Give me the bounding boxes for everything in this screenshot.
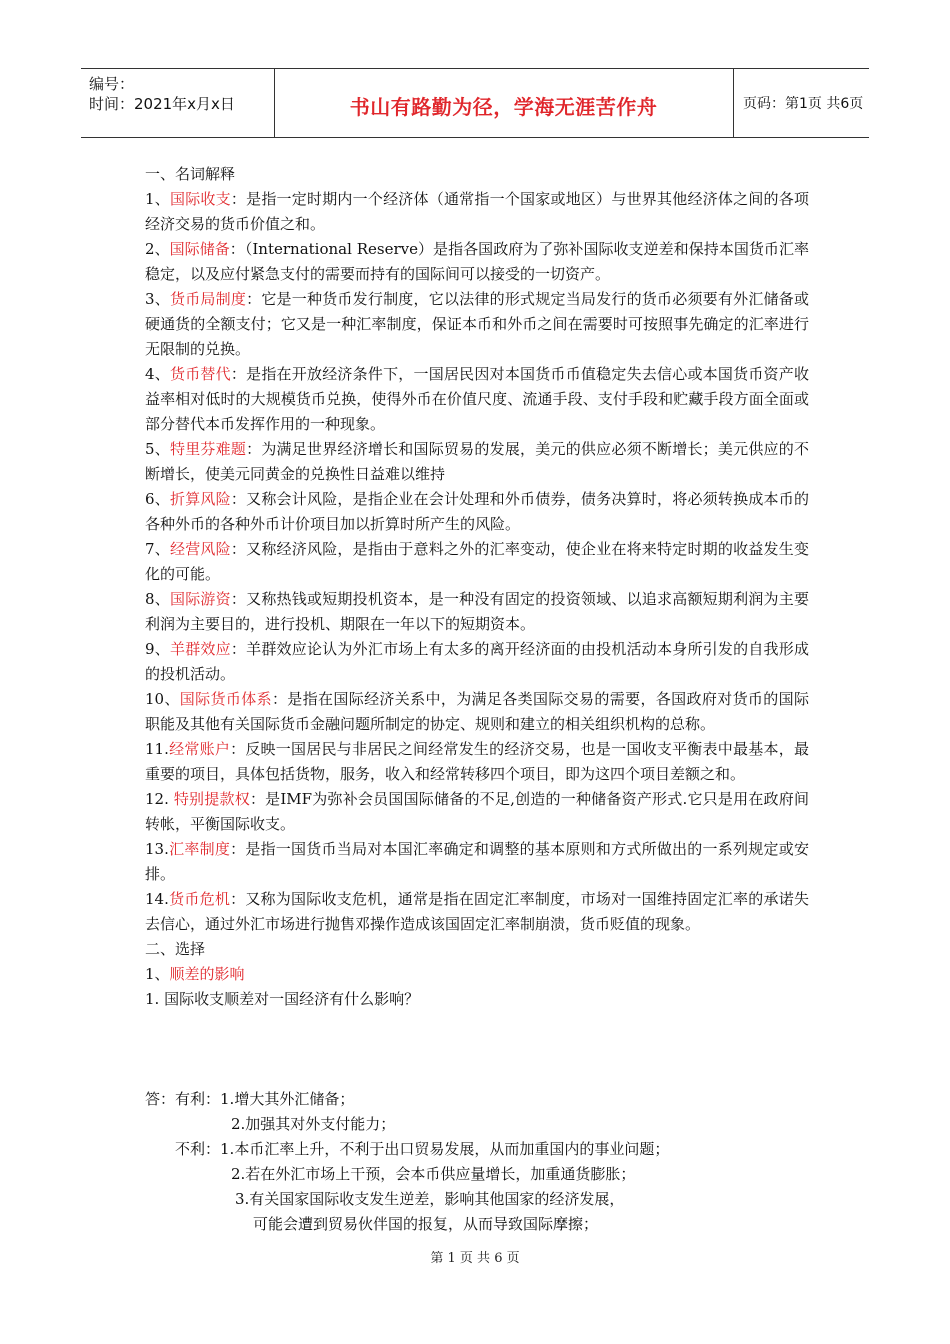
definition-text: ：是指一国货币当局对本国汇率确定和调整的基本原则和方式所做出的一系列规定或安排。 bbox=[145, 840, 809, 883]
definition-number: 13. bbox=[145, 840, 169, 858]
definition-item bbox=[145, 362, 809, 437]
definition-number: 11. bbox=[145, 740, 169, 758]
con-item: 1.本币汇率上升，不利于出口贸易发展，从而加重国内的事业问题； bbox=[220, 1140, 670, 1158]
header-left-cell bbox=[81, 69, 275, 137]
answer-pro-line-1 bbox=[145, 1087, 845, 1112]
definition-item bbox=[145, 687, 809, 737]
definition-text: ：又称经济风险，是指由于意料之外的汇率变动，使企业在将来特定时期的收益发生变化的可能。 bbox=[145, 540, 809, 583]
definition-item bbox=[145, 287, 809, 362]
definition-item bbox=[145, 837, 809, 887]
document-body bbox=[145, 162, 809, 1012]
doc-time-label: 时间：2021年x月x日 bbox=[89, 95, 235, 113]
definition-text: ：反映一国居民与非居民之间经常发生的经济交易，也是一国收支平衡表中最基本，最重要的项目，具体包括货物，服务，收入和经常转移四个项目，即为这四个项目差额之和。 bbox=[145, 740, 809, 783]
subsection-term: 顺差的影响 bbox=[169, 965, 245, 983]
answer-con-line-1 bbox=[145, 1137, 845, 1162]
answer-block bbox=[145, 1087, 845, 1237]
definition-term: 经营风险 bbox=[169, 540, 231, 558]
definition-text: ：又称为国际收支危机，通常是指在固定汇率制度，市场对一国维持固定汇率的承诺失去信心，通过外汇市场进行抛售邓操作造成该国固定汇率制崩溃，货币贬值的现象。 bbox=[145, 890, 809, 933]
definition-text: ：是指在国际经济关系中，为满足各类国际交易的需要，各国政府对货币的国际职能及其他有关国际货币金融问题所制定的协定、规则和建立的相关组织机构的总称。 bbox=[145, 690, 809, 733]
definition-item bbox=[145, 237, 809, 287]
definition-term: 货币替代 bbox=[169, 365, 231, 383]
pro-item: 2.加强其对外支付能力； bbox=[231, 1115, 396, 1133]
definition-term: 羊群效应 bbox=[169, 640, 231, 658]
definition-term: 折算风险 bbox=[169, 490, 231, 508]
definition-term: 国际收支 bbox=[169, 190, 231, 208]
definition-text: ：它是一种货币发行制度，它以法律的形式规定当局发行的货币必须要有外汇储备或硬通货的全额支付；它又是一种汇率制度，保证本币和外币之间在需要时可按照事先确定的汇率进行无限制的兑换。 bbox=[145, 290, 809, 358]
definition-text: ：羊群效应论认为外汇市场上有太多的离开经济面的由投机活动本身所引发的自我形成的投机活动。 bbox=[145, 640, 809, 683]
definition-number: 8、 bbox=[145, 590, 170, 608]
definition-term: 经常账户 bbox=[168, 740, 231, 758]
cons-label: 不利： bbox=[175, 1140, 221, 1158]
definition-number: 10、 bbox=[145, 690, 180, 708]
definition-item bbox=[145, 637, 809, 687]
definition-item bbox=[145, 537, 809, 587]
definition-term: 特里芬难题 bbox=[169, 440, 247, 458]
definition-term: 汇率制度 bbox=[168, 840, 231, 858]
subsection-number: 1、 bbox=[145, 965, 170, 983]
con-item: 2.若在外汇市场上干预，会本币供应量增长，加重通货膨胀； bbox=[231, 1165, 636, 1183]
definition-text: ：又称热钱或短期投机资本，是一种没有固定的投资领域、以追求高额短期利润为主要利润为主要目的，进行投机、期限在一年以下的短期资本。 bbox=[145, 590, 809, 633]
subsection-title bbox=[145, 962, 809, 987]
definition-item bbox=[145, 787, 809, 837]
document-header bbox=[81, 68, 869, 138]
definition-text: ：为满足世界经济增长和国际贸易的发展，美元的供应必须不断增长；美元供应的不断增长，使美元同黄金的兑换性日益难以维持 bbox=[145, 440, 809, 483]
definition-number: 2、 bbox=[145, 240, 170, 258]
definition-number: 4、 bbox=[145, 365, 170, 383]
header-page-cell bbox=[733, 69, 869, 137]
definition-text: ：（International Reserve）是指各国政府为了弥补国际收支逆差和保持本国货币汇率稳定，以及应付紧急支付的需要而持有的国际间可以接受的一切资产。 bbox=[145, 240, 809, 283]
definition-term: 国际储备 bbox=[169, 240, 230, 258]
definition-term: 货币局制度 bbox=[169, 290, 247, 308]
answer-lead: 答：有利： bbox=[145, 1090, 221, 1108]
definition-item bbox=[145, 737, 809, 787]
definition-item bbox=[145, 437, 809, 487]
definition-number: 9、 bbox=[145, 640, 170, 658]
pro-item: 1.增大其外汇储备； bbox=[220, 1090, 355, 1108]
definition-item bbox=[145, 487, 809, 537]
definition-number: 14. bbox=[145, 890, 169, 908]
definition-term: 货币危机 bbox=[168, 890, 231, 908]
section-title-choice: 二、选择 bbox=[145, 940, 206, 958]
definition-number: 1、 bbox=[145, 190, 170, 208]
question-text: 1. 国际收支顺差对一国经济有什么影响？ bbox=[145, 990, 420, 1008]
definition-item bbox=[145, 187, 809, 237]
definition-number: 12. bbox=[145, 790, 174, 808]
definition-term: 国际货币体系 bbox=[179, 690, 272, 708]
definition-item bbox=[145, 887, 809, 937]
definition-number: 3、 bbox=[145, 290, 170, 308]
header-motto-cell bbox=[274, 69, 734, 137]
definition-term: 国际游资 bbox=[169, 590, 231, 608]
definitions-list bbox=[145, 187, 809, 937]
definition-text: ：又称会计风险，是指企业在会计处理和外币债券，债务决算时，将必须转换成本币的各种外币的各种外币计价项目加以折算时所产生的风险。 bbox=[145, 490, 809, 533]
definition-text: ：是IMF为弥补会员国国际储备的不足,创造的一种储备资产形式.它只是用在政府间转帐，平衡国际收支。 bbox=[145, 790, 809, 833]
definition-number: 5、 bbox=[145, 440, 170, 458]
page-footer: 第 1 页 共 6 页 bbox=[430, 1251, 520, 1266]
section-title-definitions: 一、名词解释 bbox=[145, 165, 236, 183]
definition-text: ：是指在开放经济条件下，一国居民因对本国货币币值稳定失去信心或本国货币资产收益率相对低时的大规模货币兑换，使得外币在价值尺度、流通手段、支付手段和贮藏手段方面全面或部分替代本币发挥作用的一种现象。 bbox=[145, 365, 809, 433]
header-motto: 书山有路勤为径，学海无涯苦作舟 bbox=[349, 95, 658, 119]
con-item: 3.有关国家国际收支发生逆差，影响其他国家的经济发展， bbox=[235, 1190, 625, 1208]
doc-number-label: 编号： bbox=[89, 75, 135, 93]
definition-item bbox=[145, 587, 809, 637]
con-item-continued: 可能会遭到贸易伙伴国的报复，从而导致国际摩擦； bbox=[253, 1215, 599, 1233]
definition-number: 6、 bbox=[145, 490, 170, 508]
definition-number: 7、 bbox=[145, 540, 170, 558]
definition-text: ：是指一定时期内一个经济体（通常指一个国家或地区）与世界其他经济体之间的各项经济交易的货币价值之和。 bbox=[145, 190, 809, 233]
definition-term: 特别提款权 bbox=[173, 790, 250, 808]
header-page-info: 页码：第1页 共6页 bbox=[743, 96, 864, 112]
